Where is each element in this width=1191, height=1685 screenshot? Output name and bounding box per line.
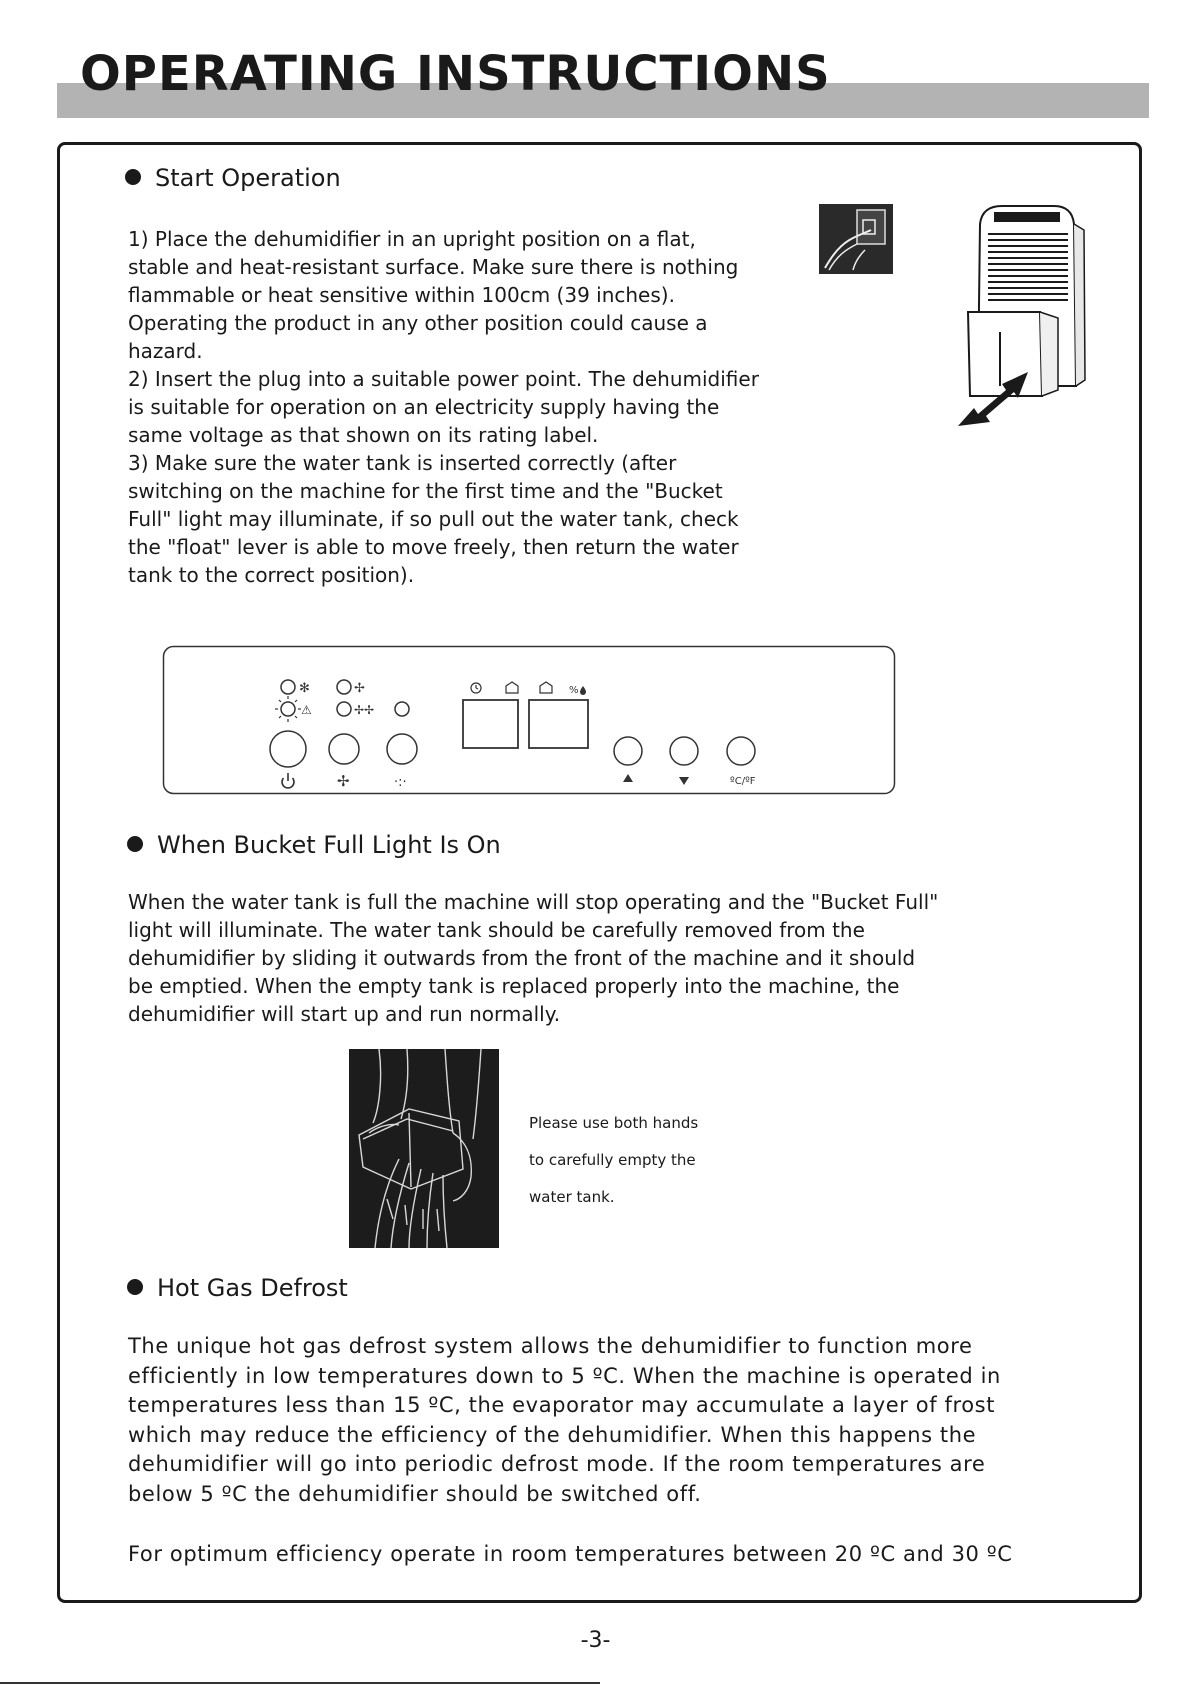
text-line: tank to the correct position). [128,563,415,587]
text-line: hazard. [128,339,203,363]
text-line: stable and heat-resistant surface. Make sure there is nothing [128,255,739,279]
text-line: When the water tank is full the machine will stop operating and the "Bucket Full" [128,890,939,914]
text-line: is suitable for operation on an electricity supply having the [128,395,720,419]
text-line: light will illuminate. The water tank should be carefully removed from the [128,918,865,942]
section-heading-hot-gas-defrost [127,1274,348,1303]
text-line: flammable or heat sensitive within 100cm (39 inches). [128,283,675,307]
svg-text:✻: ✻ [299,681,310,696]
emptying-tank-illustration [349,1049,499,1248]
section-heading-bucket-full [127,831,501,860]
text-line: 1) Place the dehumidifier in an upright position on a flat, [128,227,696,251]
caption-line: water tank. [529,1188,615,1206]
text-line: Operating the product in any other position could cause a [128,311,708,335]
page-title: OPERATING INSTRUCTIONS [80,46,831,102]
heading-text: When Bucket Full Light Is On [157,831,501,859]
text-line: below 5 ºC the dehumidifier should be switched off. [128,1481,702,1506]
fan-icon: ✢ [337,772,350,790]
bullet-icon [127,836,143,852]
text-line: be emptied. When the empty tank is replaced properly into the machine, the [128,974,900,998]
svg-text:⚠: ⚠ [301,703,312,717]
text-line: same voltage as that shown on its rating label. [128,423,599,447]
caption-line: to carefully empty the [529,1151,696,1169]
text-line: which may reduce the efficiency of the dehumidifier. When this happens the [128,1422,977,1447]
text-line: The unique hot gas defrost system allows the dehumidifier to function more [128,1334,973,1358]
text-line: Full" light may illuminate, if so pull out the water tank, check [128,507,739,531]
down-button [670,737,698,765]
svg-text:✢✢: ✢✢ [354,703,375,717]
bullet-icon [127,1279,143,1295]
dehumidifier-illustration [958,200,1088,438]
page-number: -3- [580,1628,611,1653]
section-heading-start-operation [125,164,341,193]
optimum-efficiency-note: For optimum efficiency operate in room temperatures between 20 ºC and 30 ºC [128,1542,1013,1566]
up-button [614,737,642,765]
display-window-left [463,700,518,748]
celsius-fahrenheit-icon: ºC/ºF [730,776,756,787]
bullet-icon [125,169,141,185]
text-line: the "float" lever is able to move freely, then return the water [128,535,739,559]
humidity-percent-icon: % [569,685,579,696]
hot-gas-defrost-text [128,1332,1001,1509]
text-line: dehumidifier will start up and run normally. [128,1002,561,1026]
display-window-right [529,700,588,748]
unit-toggle-button [727,737,755,765]
text-line: efficiently in low temperatures down to 5 ºC. When the machine is operated in [128,1363,1001,1388]
text-line: dehumidifier by sliding it outwards from the front of the machine and it should [128,946,916,970]
text-line: temperatures less than 15 ºC, the evaporator may accumulate a layer of frost [128,1393,996,1417]
continuous-drain-icon: ·:· [394,775,407,790]
text-line: switching on the machine for the first time and the "Bucket [128,479,723,503]
text-line: dehumidifier will go into periodic defrost mode. If the room temperatures are [128,1452,986,1476]
power-button [270,731,306,767]
svg-text:✢: ✢ [354,681,365,696]
start-operation-text [128,225,759,589]
heading-text: Hot Gas Defrost [157,1274,348,1302]
text-line: 2) Insert the plug into a suitable power point. The dehumidifier [128,367,759,391]
caption-line: Please use both hands [529,1114,699,1132]
fan-button [329,734,359,764]
bottom-rule [0,1682,600,1684]
heading-text: Start Operation [155,164,341,192]
control-panel-diagram [162,645,896,795]
text-line: 3) Make sure the water tank is inserted correctly (after [128,451,677,475]
mode-button [387,734,417,764]
bucket-full-text [128,888,938,1028]
plug-illustration [819,204,893,274]
